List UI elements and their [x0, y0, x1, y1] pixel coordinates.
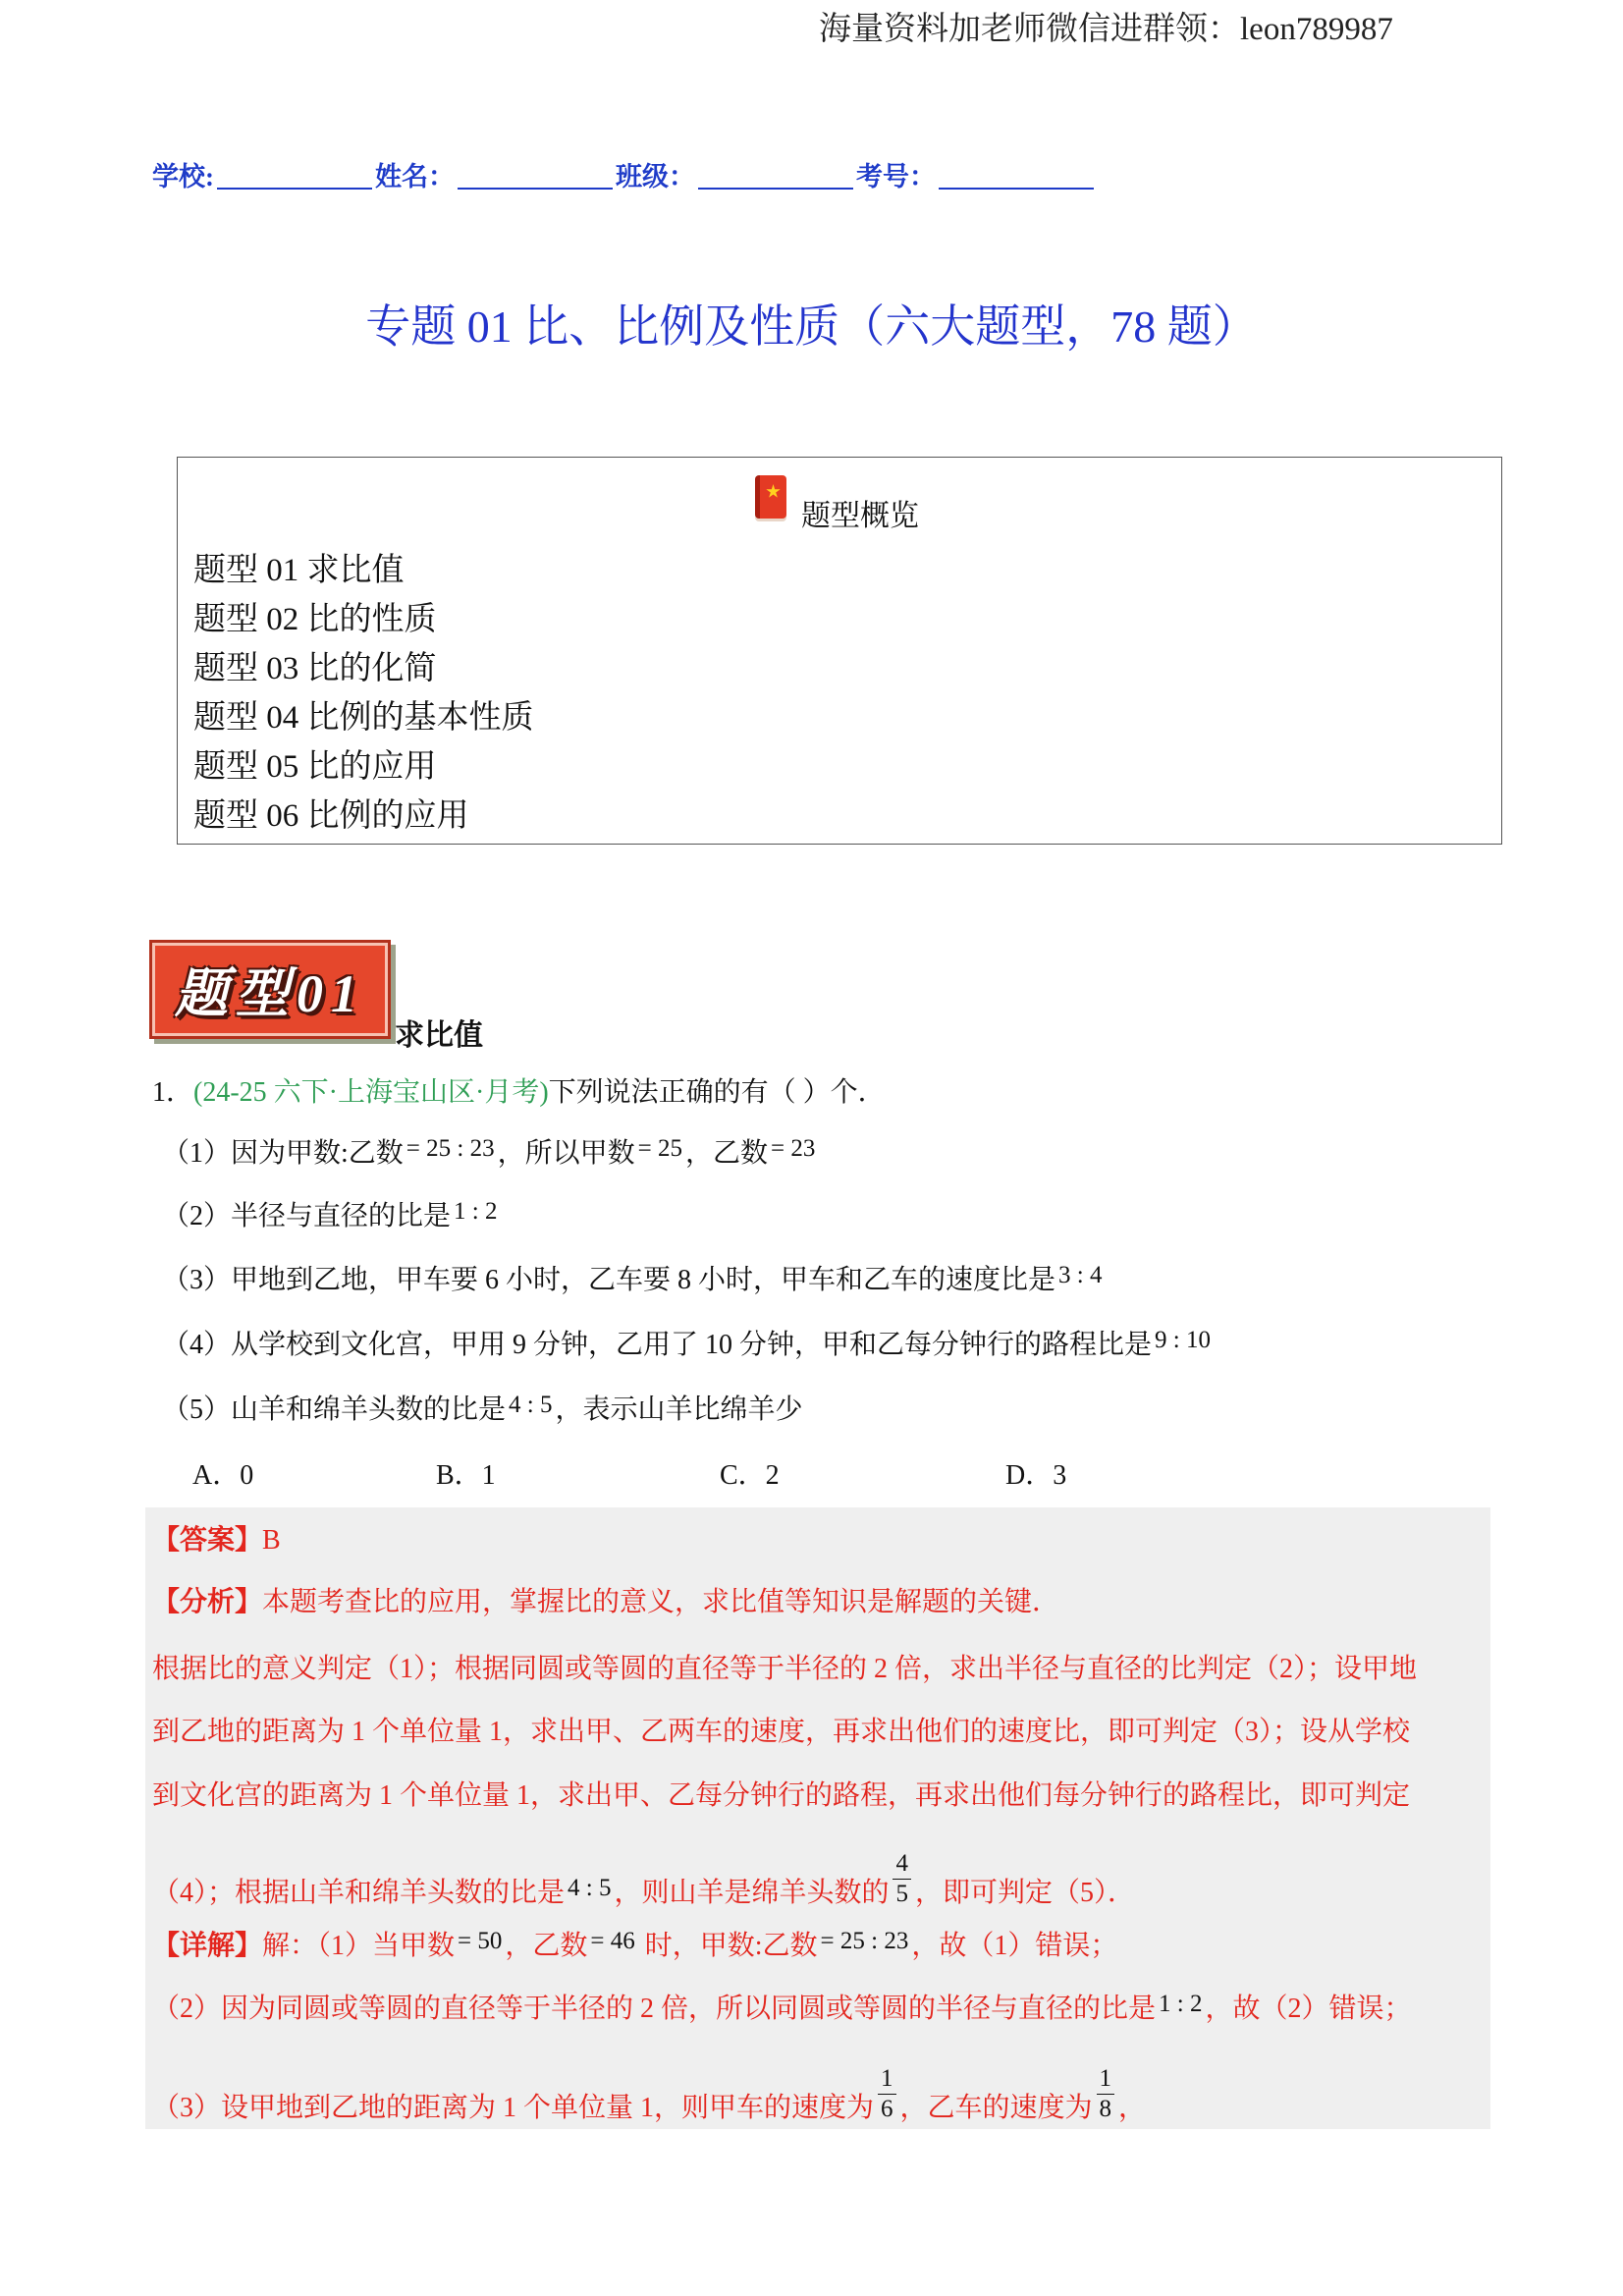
- detail-text: 解：（1）当甲数: [262, 1931, 456, 1961]
- fraction-numerator: 1: [1097, 2064, 1115, 2095]
- class-label: 班级：: [616, 162, 695, 191]
- option-b: B．1: [436, 1460, 496, 1491]
- name-label: 姓名：: [375, 162, 455, 191]
- detail-text: ，故（2）错误；: [1205, 1994, 1412, 2024]
- page-title: 专题 01 比、比例及性质（六大题型，78 题）: [365, 301, 1258, 352]
- section-badge-text: 题型01: [175, 964, 365, 1023]
- fraction-denominator: 6: [881, 2096, 893, 2122]
- overview-item: 题型 03 比的化简: [193, 651, 437, 686]
- statement-1: [162, 1137, 818, 1172]
- question-stem: [152, 1076, 886, 1110]
- analysis-text: 本题考查比的应用，掌握比的意义，求比值等知识是解题的关键．: [262, 1587, 1060, 1617]
- detail-math: 1 : 2: [1159, 1991, 1203, 2017]
- overview-item: 题型 05 比的应用: [193, 749, 437, 785]
- detail-text: ，乙车的速度为: [899, 2093, 1093, 2123]
- analysis-line: [152, 1586, 1059, 1619]
- statement-text: （2）半径与直径的比是: [162, 1201, 452, 1231]
- overview-item: 题型 01 求比值: [193, 553, 405, 588]
- fraction-numerator: 1: [878, 2064, 896, 2095]
- fraction-denominator: 8: [1099, 2096, 1112, 2122]
- analysis-text: ，则山羊是绵羊头数的: [614, 1878, 890, 1908]
- detail-text: （2）因为同圆或等圆的直径等于半径的 2 倍，所以同圆或等圆的半径与直径的比是: [152, 1994, 1157, 2024]
- overview-box: [177, 457, 1502, 845]
- detail-line-1: [152, 1930, 1117, 1964]
- statement-math: = 23: [770, 1135, 816, 1162]
- detail-label: 【详解】: [152, 1931, 263, 1961]
- class-blank: [698, 164, 853, 190]
- student-info-line: [152, 160, 1097, 193]
- statement-text: ，乙数: [684, 1138, 768, 1169]
- statement-text: ，所以甲数: [497, 1138, 635, 1169]
- statement-math: 4 : 5: [509, 1392, 553, 1418]
- detail-text: ，: [1118, 2093, 1147, 2123]
- detail-line-2: [152, 1993, 1411, 2027]
- question-number: 1．: [152, 1077, 194, 1108]
- fraction-numerator: 4: [893, 1849, 911, 1880]
- fraction-denominator: 5: [895, 1881, 908, 1907]
- answer-value: B: [262, 1525, 281, 1556]
- statement-2: [162, 1200, 500, 1234]
- statement-text: （4）从学校到文化宫，甲用 9 分钟，乙用了 10 分钟，甲和乙每分钟行的路程比是: [162, 1330, 1153, 1360]
- name-blank: [458, 164, 613, 190]
- analysis-text: （4）；根据山羊和绵羊头数的比是: [152, 1878, 566, 1908]
- fraction: [893, 1849, 911, 1909]
- analysis-body-line: 根据比的意义判定（1）；根据同圆或等圆的直径等于半径的 2 倍，求出半径与直径的比判定（2）；设甲地: [152, 1654, 1418, 1684]
- statement-4: [162, 1329, 1214, 1363]
- analysis-label: 【分析】: [152, 1587, 263, 1617]
- statement-math: = 25 : 23: [406, 1135, 495, 1162]
- analysis-body-line: 到文化宫的距离为 1 个单位量 1，求出甲、乙每分钟行的路程，再求出他们每分钟行的路程比，即可判定: [152, 1780, 1411, 1811]
- question-source: (24-25 六下·上海宝山区·月考): [193, 1077, 549, 1108]
- question-text: 下列说法正确的有（ ）个．: [548, 1077, 886, 1108]
- overview-heading: 题型概览: [801, 500, 919, 532]
- option-d: D．3: [1005, 1460, 1067, 1491]
- statement-math: 3 : 4: [1058, 1262, 1103, 1288]
- school-label: 学校:: [152, 162, 214, 191]
- star-icon: [766, 484, 781, 499]
- exam-id-blank: [939, 164, 1094, 190]
- statement-text: （1）因为甲数:乙数: [162, 1138, 404, 1169]
- detail-line-3: [152, 2064, 1146, 2125]
- school-blank: [217, 164, 372, 190]
- section-badge: [149, 940, 391, 1039]
- overview-item: 题型 04 比例的基本性质: [193, 700, 534, 736]
- detail-math: = 50: [458, 1928, 503, 1954]
- answer-label: 【答案】: [152, 1525, 263, 1556]
- section-title: 求比值: [395, 1019, 483, 1052]
- analysis-math: 4 : 5: [568, 1875, 612, 1901]
- overview-item: 题型 02 比的性质: [193, 602, 437, 637]
- detail-text: （3）设甲地到乙地的距离为 1 个单位量 1，则甲车的速度为: [152, 2093, 875, 2123]
- option-c: C．2: [720, 1460, 780, 1491]
- detail-text: ，故（1）错误；: [911, 1931, 1118, 1961]
- detail-math: = 46: [590, 1928, 635, 1954]
- statement-text: （5）山羊和绵羊头数的比是: [162, 1394, 507, 1425]
- analysis-body-line-fraction: [152, 1849, 1135, 1911]
- statement-math: = 25: [637, 1135, 682, 1162]
- detail-math: = 25 : 23: [820, 1928, 909, 1954]
- analysis-body-line: 到乙地的距离为 1 个单位量 1，求出甲、乙两车的速度，再求出他们的速度比，即可判定（3）；设从学校: [152, 1717, 1411, 1747]
- header-watermark: 海量资料加老师微信进群领：leon789987: [819, 12, 1393, 47]
- fraction: [1097, 2064, 1115, 2124]
- statement-3: [162, 1264, 1105, 1298]
- statement-5: [162, 1394, 802, 1428]
- detail-text: 时，甲数:乙数: [637, 1931, 818, 1961]
- statement-math: 9 : 10: [1155, 1327, 1211, 1353]
- statement-text: ，表示山羊比绵羊少: [555, 1394, 803, 1425]
- statement-math: 1 : 2: [454, 1198, 498, 1225]
- statement-text: （3）甲地到乙地，甲车要 6 小时，乙车要 8 小时，甲车和乙车的速度比是: [162, 1265, 1056, 1295]
- detail-text: ，乙数: [505, 1931, 588, 1961]
- option-a: A．0: [192, 1460, 254, 1491]
- overview-item: 题型 06 比例的应用: [193, 798, 469, 834]
- fraction: [878, 2064, 896, 2124]
- book-icon: [755, 475, 786, 519]
- answer-line: [152, 1524, 281, 1558]
- exam-id-label: 考号：: [856, 162, 936, 191]
- analysis-text: ，即可判定（5）．: [914, 1878, 1135, 1908]
